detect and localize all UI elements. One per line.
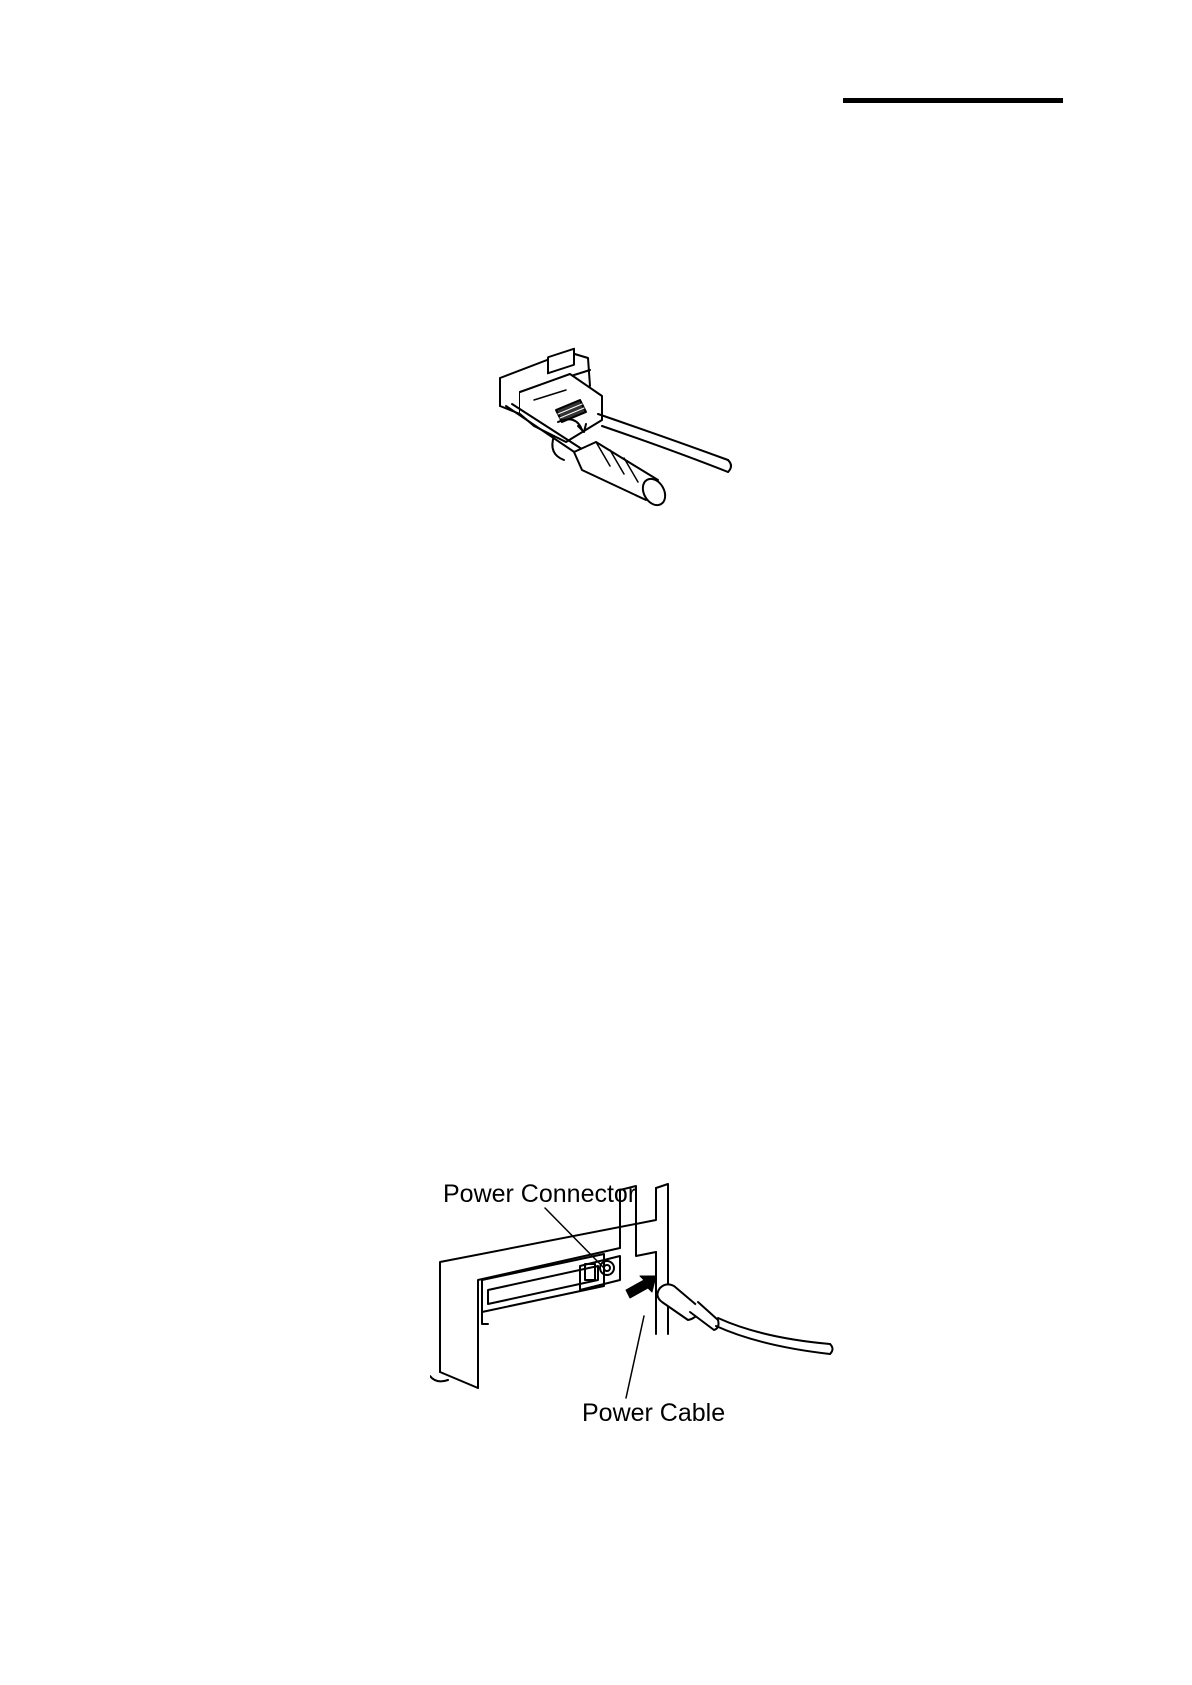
power-connector-label: Power Connector (443, 1180, 637, 1208)
screwdriver-illustration (478, 340, 778, 540)
power-connection-illustration (430, 1168, 850, 1434)
power-cable-label: Power Cable (582, 1399, 726, 1427)
header-rule (843, 98, 1063, 103)
